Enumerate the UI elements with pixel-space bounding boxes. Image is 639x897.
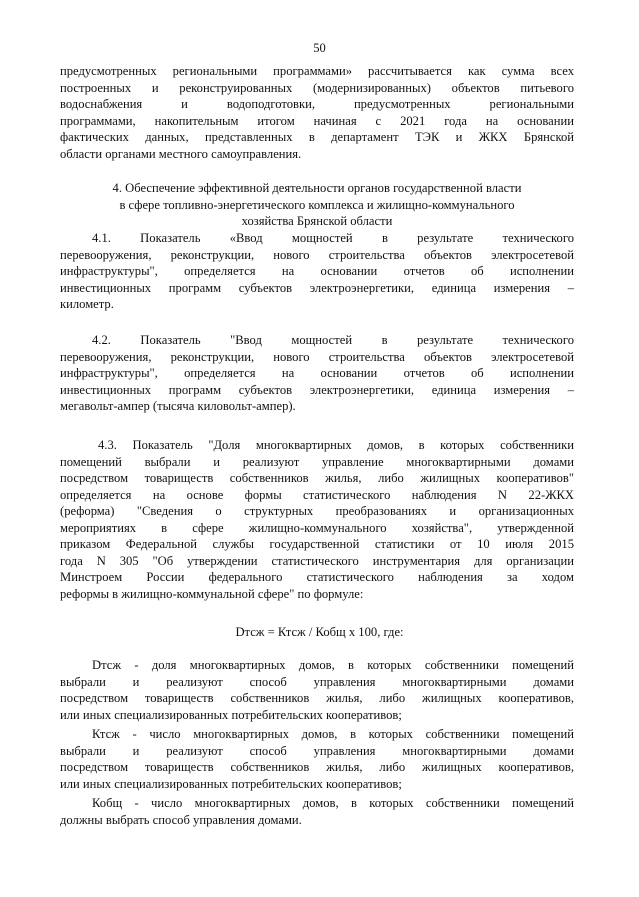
text-line: инвестиционных программ субъектов электроэнергетики, единица измерения – bbox=[60, 280, 574, 295]
text-line: мероприятиях в сфере жилищно-коммунального хозяйства", утвержденной bbox=[60, 520, 574, 535]
text-line: посредством товариществ собственников жилья, либо жилищных кооперативов" bbox=[60, 471, 574, 485]
heading-line: 4. Обеспечение эффективной деятельности органов государственной власти bbox=[112, 181, 522, 195]
text-line: должны выбрать способ управления домами. bbox=[60, 812, 302, 827]
definition-dtsj bbox=[60, 657, 574, 723]
text-line: построенных и реконструированных (модернизированных) объектов питьевого bbox=[60, 80, 574, 95]
text-line: программами, накопительным итогом начиная с 2021 года на основании bbox=[60, 113, 574, 128]
paragraph-4-1 bbox=[60, 230, 574, 313]
text-line: перевооружения, реконструкции, нового строительства объектов электросетевой bbox=[60, 349, 574, 364]
text-line: или иных специализированных потребительских кооперативов; bbox=[60, 707, 402, 722]
text-line: 4.3. Показатель "Доля многоквартирных домов, в которых собственники bbox=[98, 438, 574, 452]
text-line: километр. bbox=[60, 297, 114, 311]
text-line: области органами местного самоуправления. bbox=[60, 146, 302, 161]
definition-kobsh bbox=[60, 795, 574, 828]
text-line: помещений выбрали и реализуют управление многоквартирными домами bbox=[60, 454, 574, 469]
definition-ktsj bbox=[60, 726, 574, 792]
text-line: Кобщ - число многоквартирных домов, в которых собственники помещений bbox=[92, 796, 574, 810]
text-line: посредством товариществ собственников жилья, либо жилищных кооперативов, bbox=[60, 691, 574, 705]
text-line: (реформа) "Сведения о структурных преобразованиях и организационных bbox=[60, 504, 574, 518]
text-line: Минстроем России федерального статистического наблюдения за ходом bbox=[60, 570, 574, 584]
text-line: приказом Федеральной службы государственной статистики от 10 июля 2015 bbox=[60, 537, 574, 551]
heading-line: в сфере топливно-энергетического комплекса и жилищно-коммунального bbox=[119, 197, 515, 212]
text-line: 4.2. Показатель "Ввод мощностей в результате технического bbox=[92, 333, 574, 347]
text-line: реформы в жилищно-коммунальной сфере" по формуле: bbox=[60, 586, 364, 601]
text-line: водоснабжения и водоподготовки, предусмотренных региональными bbox=[60, 97, 574, 111]
text-line: инфраструктуры", определяется на основании отчетов об исполнении bbox=[60, 366, 574, 380]
formula: Dтсж = Ктсж / Кобщ х 100, где: bbox=[235, 625, 404, 639]
text-line: фактических данных, представленных в департамент ТЭК и ЖКХ Брянской bbox=[60, 130, 574, 144]
text-line: Ктсж - число многоквартирных домов, в которых собственники помещений bbox=[92, 727, 574, 741]
text-line: года N 305 "Об утверждении статистического инструментария для организации bbox=[60, 553, 574, 568]
text-line: выбрали и реализуют способ управления многоквартирными домами bbox=[60, 743, 574, 758]
intro-paragraph bbox=[60, 63, 574, 162]
heading-line: хозяйства Брянской области bbox=[241, 214, 393, 228]
text-line: мегавольт-ампер (тысяча киловольт-ампер). bbox=[60, 399, 296, 413]
text-line: инфраструктуры", определяется на основании отчетов об исполнении bbox=[60, 264, 574, 278]
text-line: инвестиционных программ субъектов электроэнергетики, единица измерения – bbox=[60, 382, 574, 397]
section-heading bbox=[60, 180, 574, 230]
text-line: или иных специализированных потребительских кооперативов; bbox=[60, 776, 402, 791]
text-line: выбрали и реализуют способ управления многоквартирными домами bbox=[60, 674, 574, 689]
paragraph-4-2 bbox=[60, 332, 574, 415]
text-line: перевооружения, реконструкции, нового строительства объектов электросетевой bbox=[60, 247, 574, 262]
text-line: определяется на основе формы статистического наблюдения N 22-ЖКХ bbox=[60, 487, 574, 502]
paragraph-4-3 bbox=[60, 437, 574, 602]
text-line: посредством товариществ собственников жилья, либо жилищных кооперативов, bbox=[60, 760, 574, 774]
page-number: 50 bbox=[313, 41, 326, 55]
text-line: предусмотренных региональными программами» рассчитывается как сумма всех bbox=[60, 64, 574, 78]
text-line: 4.1. Показатель «Ввод мощностей в результате технического bbox=[92, 231, 574, 245]
text-line: Dтсж - доля многоквартирных домов, в которых собственники помещений bbox=[92, 658, 574, 672]
